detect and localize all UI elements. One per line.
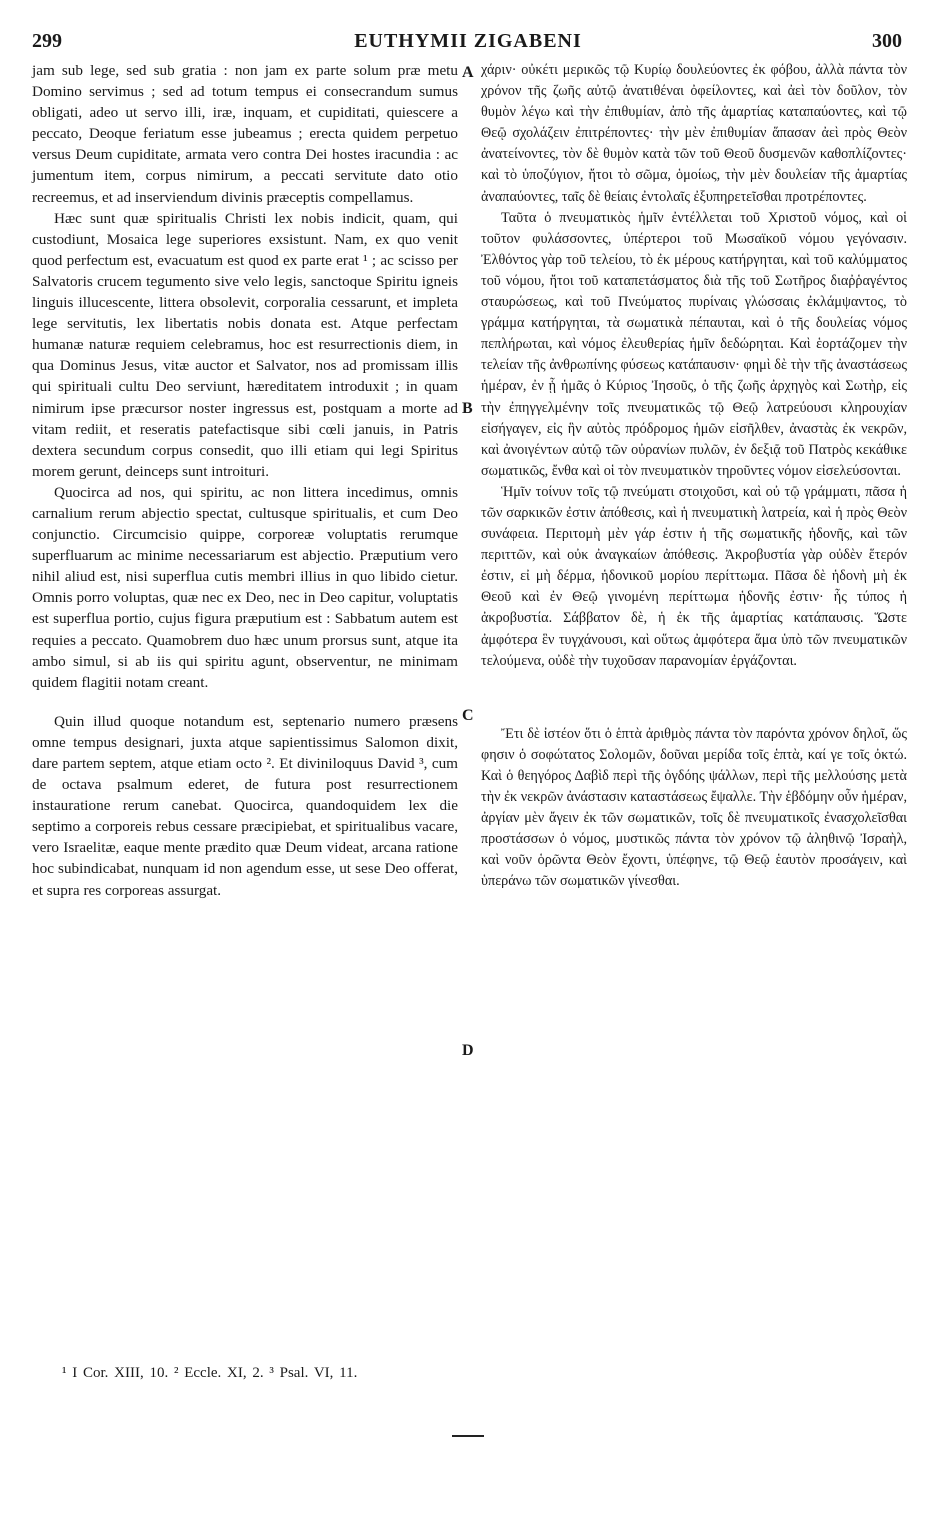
greek-column <box>481 60 907 892</box>
section-marker-c: C <box>462 707 474 724</box>
latin-paragraph: Quocirca ad nos, qui spiritu, ac non littera incedimus, omnis carnalium rerum abjectio spectat, cultusque spiritualis, et cum Deo conjunctio. Circumcisio quippe, corporeæ voluptatis rerumque superfluarum ac minime necessariarum est abjectio. Præputium vero nihil aliud est, nisi superflua cutis membri illius in quo libido cietur. Omnis porro voluptas, quæ nec ex Deo, nec in Deo capitur, voluptatis est superflua portio, cujus figura præputium est : Sabbatum autem est requies a peccato. Quamobrem duo hæc unum prorsus sunt, atque ita ambo simul, si ab iis qui spiritu agunt, observentur, ne minimam quidem flagitii notam creant. <box>32 483 458 691</box>
section-marker-b: B <box>462 400 473 417</box>
bottom-rule <box>452 1435 484 1437</box>
running-header <box>28 30 908 58</box>
footnotes: ¹ I Cor. XIII, 10. ² Eccle. XI, 2. ³ Psal. VI, 11. <box>62 1365 358 1381</box>
latin-paragraph: jam sub lege, sed sub gratia : non jam ex parte solum præ metu Domino servimus ; sed ad totum tempus ei consecrandum sumus obligati, adeo ut servo illi, iræ, inquam, et cupiditati, quiescere a peccato, Deoque feriatum esse jubeamus ; erecta quidem perpetuo versus Deum cupiditate, armata vero contra Dei hostes iracundia : ac jumentum item, corpus nimirum, a peccati servitute dato otio recreemus, et ad inserviendum divinis præceptis compellamus. <box>32 62 458 206</box>
latin-column <box>32 60 458 901</box>
page-number-right: 300 <box>872 30 902 52</box>
greek-paragraph: Ἔτι δὲ ἰστέον ὅτι ὁ ἑπτὰ ἀριθμὸς πάντα τὸν παρόντα χρόνον δηλοῖ, ὥς φησιν ὁ σοφώτατος Σολομῶν, δοῦναι μερίδα τοῖς ἑπτὰ, καί γε τοῖς ὀκτώ. Καὶ ὁ θεηγόρος Δαβὶδ περὶ τῆς ὀγδόης ψάλλων, περὶ τῆς μελλούσης μετὰ τὴν ἐκ νεκρῶν ἀνάστασιν καταστάσεως ἔψαλλε. Τὴν ἑβδόμην οὖν ἡμέραν, ἀργίαν μὲν ἄγειν ἐκ τῶν σωματικῶν, τοῖς δὲ πνευματικοῖς ἐνασχολεῖσθαι προστάσσων ὁ νόμος, μυστικῶς πάντα τὸν χρόνον τῷ ἀληθινῷ Ἰσραὴλ, καὶ νοῦν ὁρῶντα Θεὸν ἔχοντι, ὑπέφηνε, τῷ Θεῷ ἑαυτὸν προσάγειν, καὶ ὑπεράνω τῶν σωματικῶν γίνεσθαι. <box>481 725 907 890</box>
section-marker-a: A <box>462 64 474 81</box>
running-title: EUTHYMII ZIGABENI <box>354 30 582 52</box>
latin-paragraph: Hæc sunt quæ spiritualis Christi lex nobis indicit, quam, qui custodiunt, Mosaica lege superiores exsistunt. Nam, ex quo venit quod perfectum est, evacuatum est quod ex parte erat ¹ ; ac scisso per Salvatoris crucem tegumento sive velo legis, sanctoque Spiritu igneis linguis illucescente, littera obsolevit, corporalia cessarunt, et impleta lege servitutis, lex libertatis nobis donata est. Atque perfectam humanæ naturæ requiem celebramus, hoc est resurrectionis diem, in qua Dominus Jesus, vitæ auctor et Salvator, nos ad promissam illis qui spirituali cultu Deo serviunt, hæreditatem introduxit ; in quam nimirum ipse præcursor noster ingressus est, postquam a morte ad vitam rediit, et reseratis patefactisque sibi cœli januis, in Patris dextera secundum corpus consedit, quo illi etiam qui legi Spiritus morem gerunt, deinceps sunt introituri. <box>32 209 458 480</box>
page-number-left: 299 <box>32 30 62 52</box>
greek-paragraph: Ἡμῖν τοίνυν τοῖς τῷ πνεύματι στοιχοῦσι, καὶ οὐ τῷ γράμματι, πᾶσα ἡ τῶν σαρκικῶν ἐστιν ἀπόθεσις, καὶ ἡ πνευματικὴ λατρεία, καὶ ἡ πρὸς Θεὸν συνάφεια. Περιτομὴ μὲν γάρ ἐστιν ἡ τῆς σωματικῆς ἡδονῆς, καὶ τῶν περιττῶν, καὶ οὐκ ἀναγκαίων ἀπόθεσις. Ἀκροβυστία γὰρ οὐδὲν ἕτερόν ἐστιν, εἰ μὴ δέρμα, ἡδονικοῦ μορίου περίττωμα. Πᾶσα δὲ ἡδονὴ μὴ ἐκ Θεοῦ καὶ ἐν Θεῷ γινομένη περίττωμα ἡδονῆς ἐστιν· ἧς τύπος ἡ ἀκροβυστία. Σάββατον δὲ, ἡ ἐκ τῆς ἁμαρτίας κατάπαυσις. Ὥστε ἀμφότερα ἓν τυγχάνουσι, καὶ οὕτως ἀμφότερα ἅμα ὑπὸ τῶν πνευματικῶν τελούμενα, οὐδὲ τὴν τυχοῦσαν παρανομίαν ἐργάζονται. <box>481 483 907 669</box>
greek-paragraph: χάριν· οὐκέτι μερικῶς τῷ Κυρίῳ δουλεύοντες ἐκ φόβου, ἀλλὰ πάντα τὸν χρόνον τῆς ζωῆς αὐτῷ ἀνατιθέναι ὀφείλοντες, καὶ ἀεὶ τὸν δοῦλον, τὸν θυμὸν λέγω καὶ τὴν ἐπιθυμίαν, ἀπὸ τῆς ἁμαρτίας καταπαύοντες, καὶ τῷ Θεῷ σχολάζειν ἐπιτρέποντες· τὴν μὲν ἐπιθυμίαν ἅπασαν ἀεὶ πρὸς Θεὸν ἀνατείνοντες, τὸν δὲ θυμὸν κατὰ τῶν τοῦ Θεοῦ δυσμενῶν καθοπλίζοντες· καὶ τὸ ὑποζύγιον, ἤτοι τὸ σῶμα, ὁμοίως, τὴν μὲν δουλείαν τῆς ἁμαρτίας ἀναπαύοντες, ταῖς δὲ θείαις ἐντολαῖς ἐξυπηρετεῖσθαι προτρέποντες. <box>481 62 907 205</box>
section-marker-d: D <box>462 1042 474 1059</box>
greek-paragraph: Ταῦτα ὁ πνευματικὸς ἡμῖν ἐντέλλεται τοῦ Χριστοῦ νόμος, καὶ οἱ τοῦτον φυλάσσοντες, ὑπέρτεροι τοῦ Μωσαϊκοῦ νόμου γεγόνασιν. Ἐλθόντος γὰρ τοῦ τελείου, τὸ ἐκ μέρους κατήργηται, καὶ τοῦ καλύμματος τοῦ νόμου, ἤτοι τοῦ καταπετάσματος διὰ τῆς τοῦ Σωτῆρος διαῤῥαγέντος σταυρώσεως, καὶ τοῦ Πνεύματος πυρίναις γλώσσαις ἐκλάμψαντος, τὸ γράμμα κατήργηται, τὰ σωματικὰ πέπαυται, καὶ ὁ τῆς δουλείας νόμος πεπλήρωται, καὶ νόμος ἐλευθερίας ἡμῖν δεδώρηται. Καὶ ἑορτάζομεν τὴν τελείαν τῆς ἀνθρωπίνης φύσεως κατάπαυσιν· φημὶ δὲ τὴν τῆς ἀναστάσεως ἡμέραν, ἐν ᾗ ἡμᾶς ὁ Κύριος Ἰησοῦς, ὁ τῆς ζωῆς ἀρχηγὸς καὶ Σωτὴρ, εἰς τὴν ἐπηγγελμένην τοῖς πνευματικῶς τῷ Θεῷ λατρεύουσι κληρουχίαν εἰσήγαγεν, εἰς ἣν αὐτὸς πρόδρομος ἡμῶν εἰσῆλθεν, ἀναστὰς ἐκ νεκρῶν, καὶ ἀνοιγέντων αὐτῷ τῶν οὐρανίων πυλῶν, ἐν δεξιᾷ τοῦ Πατρὸς κεκάθικε σωματικῶς, ἔνθα καὶ οἱ τὸν πνευματικὸν τηροῦντες νόμον εἰσελεύσονται. <box>481 209 907 479</box>
latin-paragraph: Quin illud quoque notandum est, septenario numero præsens omne tempus designari, juxta atque sapientissimus Salomon dixit, dare partem septem, atque etiam octo ². Et diviniloquus David ³, cum de octava psalmum ederet, de futura post resurrectionem instauratione rerum canebat. Quocirca, quandoquidem lex die septimo a corporeis rebus cessare præcipiebat, et spiritualibus vacare, vero Israelitæ, eaque mente prædito quæ Deum videat, arcana ratione hoc subindicabat, nunquam id non agendum esse, ut sese Deo offerat, et supra res corporeas assurgat. <box>32 712 458 899</box>
